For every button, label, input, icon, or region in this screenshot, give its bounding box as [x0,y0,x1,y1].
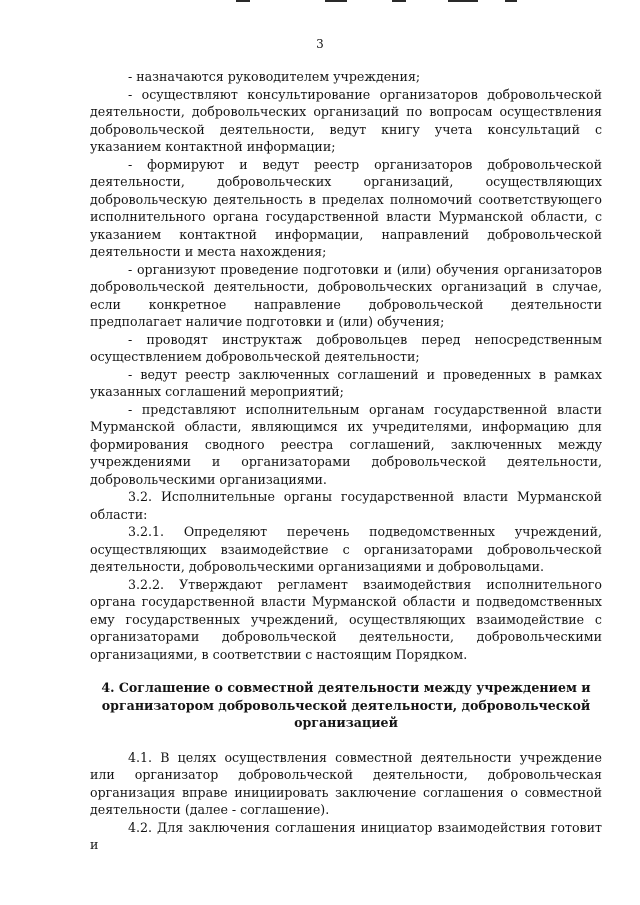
list-item-agreements-registry: - ведут реестр заключенных соглашений и проведенных в рамках указанных соглашений мероприятий; [90,366,602,399]
list-item-instruction: - проводят инструктаж добровольцев перед непосредственным осуществлением добровольческой деятельности; [90,331,602,364]
clause-3-2-2: 3.2.2. Утверждают регламент взаимодействия исполнительного органа государственной власти Мурманской области и подведомственных ему государственных учреждений, осуществляющих взаимодействие с организаторами добровольческой деятельности, добровольческими организациями, в соответствии с настоящим Порядком. [90,576,602,662]
list-item-consulting: - осуществляют консультирование организаторов добровольческой деятельности, добровольческих организаций по вопросам осуществления добровольческой деятельности, ведут книгу учета консультаций с указанием контактной информации; [90,86,602,154]
list-item-reporting: - представляют исполнительным органам государственной власти Мурманской области, являющимся их учредителями, информацию для формирования сводного реестра соглашений, заключенных между учреждениями и организаторами добровольческой деятельности, добровольческими организациями. [90,401,602,487]
document-body [90,68,602,854]
clause-3-2-1: 3.2.1. Определяют перечень подведомственных учреждений, осуществляющих взаимодействие с организаторами добровольческой деятельности, добровольческими организациями и добровольцами. [90,524,602,574]
section-heading: 4. Соглашение о совместной деятельности между учреждением и организатором добровольческой деятельности, добровольческой организацией [101,680,591,730]
scan-mark [448,0,478,2]
list-item-training: - организуют проведение подготовки и (или) обучения организаторов добровольческой деятельности, добровольческих организаций в случае, если конкретное направление добровольческой деятельности предполагает наличие подготовки и (или) обучения; [90,261,602,329]
scan-mark [325,0,347,2]
scan-mark [392,0,406,2]
list-item-registry: - формируют и ведут реестр организаторов добровольческой деятельности, добровольческих организаций, осуществляющих добровольческую деятельность в пределах полномочий соответствующего исполнительного органа государственной власти Мурманской области, с указанием контактной информации, направлений добровольческой деятельности и места нахождения; [90,156,602,259]
scan-mark [505,0,517,2]
page-number: 3 [316,37,324,51]
clause-3-2: 3.2. Исполнительные органы государственной власти Мурманской области: [90,489,602,522]
clause-4-1: 4.1. В целях осуществления совместной деятельности учреждение или организатор добровольческой деятельности, добровольческая организация вправе инициировать заключение соглашения о совместной деятельности (далее - соглашение). [90,749,602,817]
clause-4-2: 4.2. Для заключения соглашения инициатор взаимодействия готовит и [90,819,602,852]
scan-mark [236,0,250,2]
list-item-appointed: - назначаются руководителем учреждения; [128,69,421,84]
